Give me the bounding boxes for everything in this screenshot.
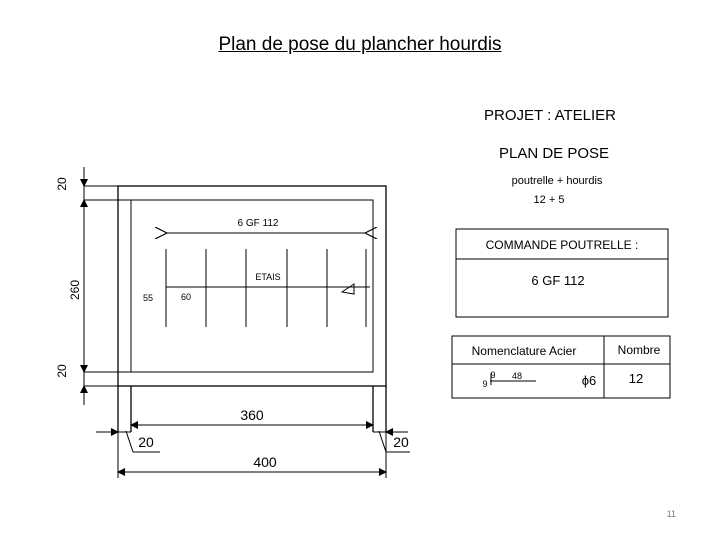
- project-system-dims: 12 + 5: [533, 194, 565, 206]
- bar-length: 48: [511, 371, 523, 381]
- offset-label: 55: [142, 293, 154, 303]
- project-system: poutrelle + hourdis: [511, 175, 603, 187]
- prop-symbol: [342, 284, 354, 294]
- dim-left-bottom: 20: [55, 364, 69, 378]
- outer-wall: [118, 186, 386, 386]
- slide-title: Plan de pose du plancher hourdis: [218, 34, 502, 55]
- bar-dim-top: 9: [490, 370, 496, 380]
- spacing-label: 60: [180, 292, 192, 302]
- dim-wall-right: 20: [393, 434, 409, 450]
- dim-inner-width: 360: [240, 407, 264, 423]
- bar-dim-left: 9: [482, 379, 488, 389]
- nomenclature-col1-header: Nomenclature Acier: [471, 344, 577, 358]
- beam-label: 6 GF 112: [237, 218, 279, 229]
- nomenclature-col2-header: Nombre: [617, 343, 661, 357]
- dim-total-width: 400: [253, 454, 277, 470]
- project-name: PROJET : ATELIER: [484, 107, 616, 124]
- dim-left-top: 20: [55, 177, 69, 191]
- page-number: 11: [666, 509, 676, 519]
- dim-wall-left: 20: [138, 434, 154, 450]
- bar-diameter: ϕ6: [581, 373, 597, 388]
- bar-count: 12: [628, 371, 644, 386]
- bottom-dimensions: [96, 425, 410, 478]
- left-dimensions: [84, 167, 131, 405]
- prop-label: ETAIS: [255, 272, 281, 282]
- project-subtitle: PLAN DE POSE: [498, 145, 610, 162]
- beam-lines: [166, 249, 366, 327]
- order-box-value: 6 GF 112: [531, 273, 585, 288]
- order-box-header: COMMANDE POUTRELLE :: [485, 238, 639, 252]
- dim-left-mid: 260: [68, 279, 82, 301]
